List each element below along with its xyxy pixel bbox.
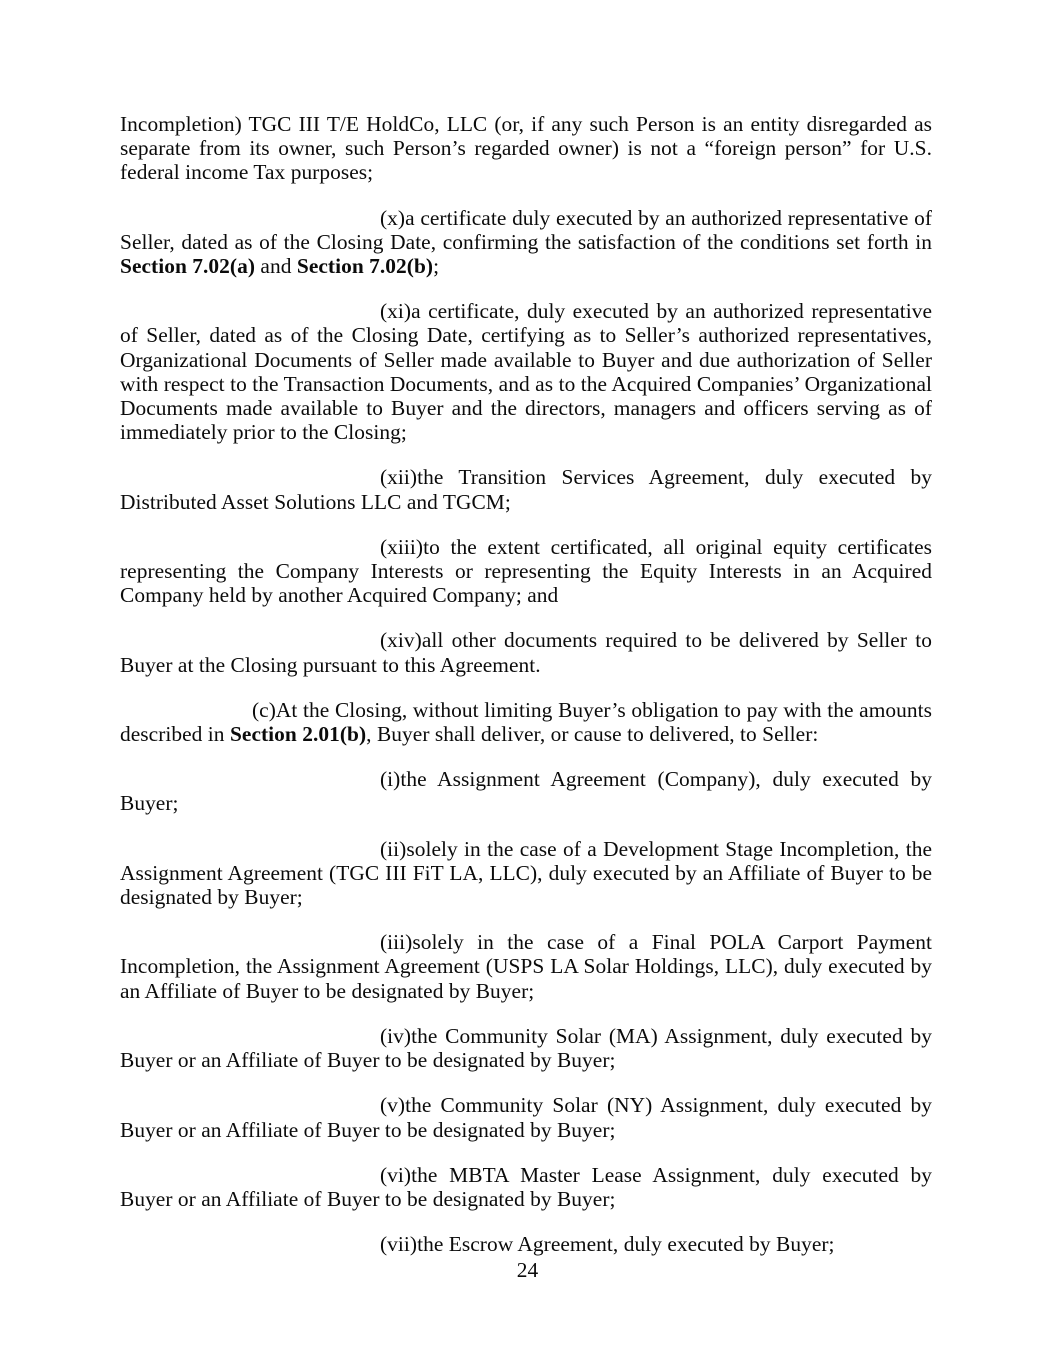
item-text-part: ; xyxy=(433,254,440,279)
list-item-xii xyxy=(120,465,932,513)
list-item-xiv xyxy=(120,628,932,676)
item-marker: (vi) xyxy=(380,1162,412,1187)
list-item-vi xyxy=(120,1163,932,1211)
item-marker: (iii) xyxy=(380,930,413,955)
page-body xyxy=(120,112,932,1277)
list-item-xiii xyxy=(120,535,932,608)
item-marker: (v) xyxy=(380,1093,406,1118)
item-text: a certificate, duly executed by an authorized representative of Seller, dated as of the Closing Date, certifying as to Seller’s authorized representatives, Organizational Documents of Seller made available to Buyer and due authorization of Seller with respect to the Transaction Documents, and as to the Acquired Companies’ Organizational Documents made available to Buyer and the directors, managers and officers serving as of immediately prior to the Closing; xyxy=(120,299,932,445)
item-text: the Escrow Agreement, duly executed by Buyer; xyxy=(417,1232,835,1257)
list-item-iii xyxy=(120,930,932,1003)
list-item-x xyxy=(120,206,932,279)
item-marker: (xii) xyxy=(380,465,418,490)
item-text: solely in the case of a Development Stage Incompletion, the Assignment Agreement (TGC III FiT LA, LLC), duly executed by an Affiliate of Buyer to be designated by Buyer; xyxy=(120,836,932,910)
item-text-part: At the Closing, without limiting Buyer’s obligation to pay with the amounts described in xyxy=(120,697,932,747)
section-reference: Section 7.02(a) xyxy=(120,254,256,279)
item-text: all other documents required to be delivered by Seller to Buyer at the Closing pursuant to this Agreement. xyxy=(120,628,932,677)
item-marker: (x) xyxy=(380,205,406,230)
list-item-vii xyxy=(120,1232,932,1256)
paragraph-text: Incompletion) TGC III T/E HoldCo, LLC (or, if any such Person is an entity disregarded as separate from its owner, such Person’s regarded owner) is not a “foreign person” for U.S. federal income Tax purposes; xyxy=(120,112,932,185)
item-text: the Community Solar (MA) Assignment, duly executed by Buyer or an Affiliate of Buyer to be designated by Buyer; xyxy=(120,1023,932,1073)
item-marker: (xi) xyxy=(380,299,412,324)
paragraph-continuation xyxy=(120,112,932,185)
list-item-ii xyxy=(120,837,932,910)
item-marker: (xiii) xyxy=(380,534,424,559)
item-marker: (vii) xyxy=(380,1232,418,1257)
item-text: to the extent certificated, all original equity certificates representing the Company Interests or representing the Equity Interests in an Acquired Company held by another Acquired Company; and xyxy=(120,534,932,608)
item-marker: (iv) xyxy=(380,1023,412,1048)
page-number: 24 xyxy=(516,1258,539,1282)
item-text: the MBTA Master Lease Assignment, duly executed by Buyer or an Affiliate of Buyer to be designated by Buyer; xyxy=(120,1162,932,1211)
item-text-part: a certificate duly executed by an authorized representative of Seller, dated as of the Closing Date, confirming the satisfaction of the conditions set forth in xyxy=(120,205,932,254)
list-item-i xyxy=(120,767,932,815)
list-item-iv xyxy=(120,1024,932,1072)
section-reference: Section 7.02(b) xyxy=(296,254,434,279)
item-text-part: , Buyer shall deliver, or cause to delivered, to Seller: xyxy=(366,722,819,747)
list-item-c xyxy=(120,698,932,746)
section-reference: Section 2.01(b) xyxy=(229,722,367,747)
list-item-xi xyxy=(120,299,932,444)
item-text-part: and xyxy=(255,254,297,279)
item-marker: (c) xyxy=(252,697,276,722)
item-text: the Transition Services Agreement, duly executed by Distributed Asset Solutions LLC and TGCM; xyxy=(120,465,932,514)
item-marker: (xiv) xyxy=(380,628,422,653)
item-text: solely in the case of a Final POLA Carport Payment Incompletion, the Assignment Agreement (USPS LA Solar Holdings, LLC), duly executed by an Affiliate of Buyer to be designated by Buyer; xyxy=(120,930,932,1003)
item-text: the Community Solar (NY) Assignment, duly executed by Buyer or an Affiliate of Buyer to be designated by Buyer; xyxy=(120,1093,932,1142)
item-marker: (i) xyxy=(380,767,401,792)
list-item-v xyxy=(120,1093,932,1141)
item-marker: (ii) xyxy=(380,836,407,861)
item-text: the Assignment Agreement (Company), duly executed by Buyer; xyxy=(120,767,932,816)
